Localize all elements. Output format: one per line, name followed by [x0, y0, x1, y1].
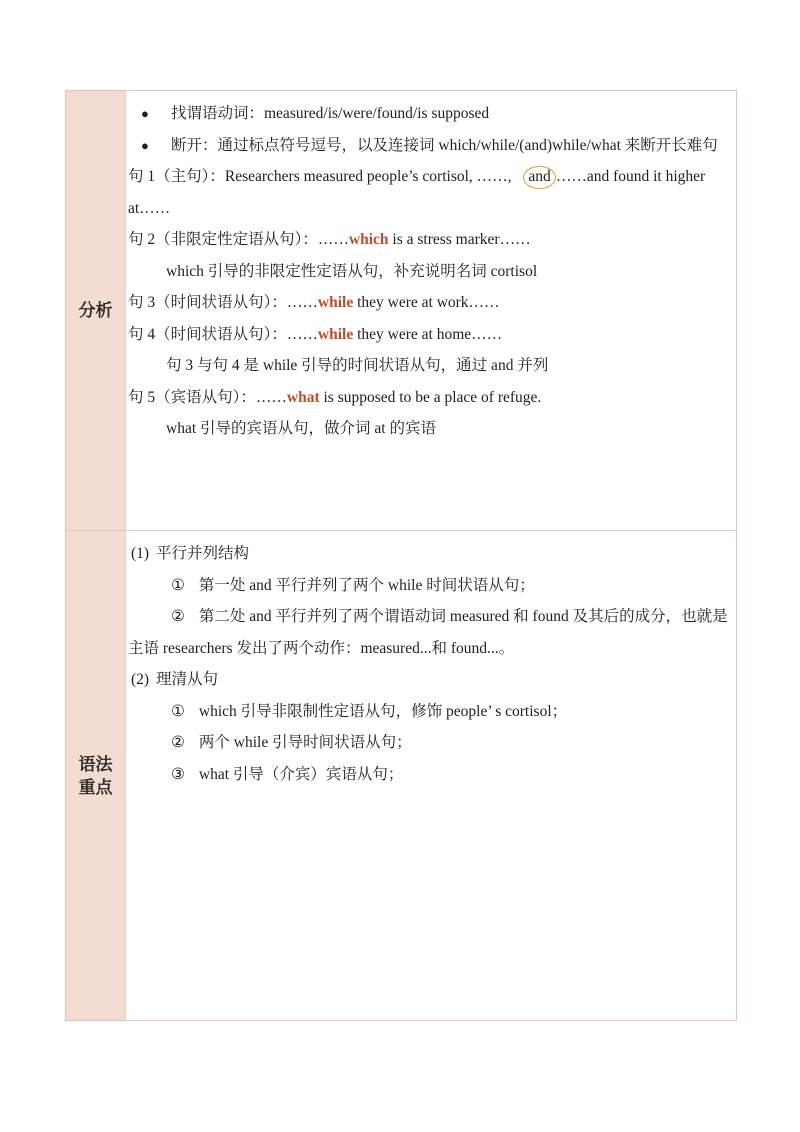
grammar-item-1-sub-1 — [128, 570, 732, 602]
circled-number-1: ① — [171, 576, 185, 594]
bullet-icon: ● — [141, 106, 149, 121]
bullet-text-predicate-verbs: 找谓语动词：measured/is/were/found/is supposed — [171, 105, 490, 122]
keyword-while-2: while — [317, 325, 354, 343]
grammar-item-2-title: 理清从句 — [156, 671, 219, 688]
row-label-grammar-points — [66, 531, 126, 1020]
keyword-which: which — [348, 231, 389, 248]
circled-number-3: ③ — [171, 765, 185, 783]
sentence-1-pre: 句 1（主句）：Researchers measured people’s cortisol, ……, — [128, 168, 516, 185]
grammar-item-2-sub-1-text: which 引导非限制性定语从句，修饰 people’ s cortisol； — [198, 702, 568, 720]
sentence-5-pre: 句 5（宾语从句）：…… — [128, 388, 287, 406]
row-label-analysis — [66, 91, 126, 530]
grammar-item-1-sub-1-text: 第一处 and 平行并列了两个 while 时间状语从句； — [198, 576, 535, 594]
circled-number-2: ② — [171, 734, 185, 751]
sentence-3-4-note: 句 3 与句 4 是 while 引导的时间状语从句，通过 and 并列 — [166, 357, 549, 374]
grammar-item-2-sub-2 — [128, 727, 732, 759]
sentence-2-attributive-clause — [128, 224, 732, 256]
sentence-5-note: what 引导的宾语从句，做介词 at 的宾语 — [166, 420, 436, 437]
keyword-while-1: while — [317, 294, 354, 311]
sentence-3-pre: 句 3（时间状语从句）：…… — [128, 294, 318, 311]
bullet-text-break-points: 断开：通过标点符号逗号，以及连接词 which/while/(and)while/what 来断开长难句 — [171, 136, 718, 154]
sentence-1-main-clause — [128, 161, 732, 224]
sentence-3-post: they were at work…… — [353, 294, 500, 311]
grammar-label-line-2: 重点 — [78, 777, 113, 797]
sentence-2-pre: 句 2（非限定性定语从句）：…… — [128, 231, 349, 248]
grammar-item-1-sub-2-text: 第二处 and 平行并列了两个谓语动词 measured 和 found 及其后的成分，也就是主语 researchers 发出了两个动作：measured...和 found...。 — [128, 608, 728, 657]
sentence-3-adverbial-clause — [128, 287, 732, 319]
sentence-1-post: ……and found it higher at…… — [128, 168, 706, 217]
keyword-what: what — [286, 388, 320, 406]
sentence-2-post: is a stress marker…… — [388, 231, 531, 248]
sentence-2-note: which 引导的非限定性定语从句，补充说明名词 cortisol — [166, 262, 538, 280]
sentence-4-pre: 句 4（时间状语从句）：…… — [128, 325, 318, 343]
sentence-5-post: is supposed to be a place of refuge. — [319, 388, 542, 406]
grammar-points-content — [126, 531, 736, 1020]
circled-number-2: ② — [171, 608, 185, 625]
grammar-label-line-1: 语法 — [78, 754, 113, 774]
grammar-item-1-sub-2 — [128, 601, 732, 664]
grammar-item-1-heading — [128, 538, 732, 570]
analysis-row — [66, 91, 736, 530]
grammar-item-2-number: (2) — [131, 671, 150, 688]
circled-and-annotation: and — [523, 166, 555, 189]
grammar-item-2-sub-1 — [128, 696, 732, 728]
analysis-content — [126, 91, 736, 530]
grammar-item-2-heading — [128, 664, 732, 696]
bullet-item-predicate-verbs — [128, 98, 732, 130]
grammar-item-1-number: (1) — [131, 545, 150, 562]
grammar-item-2-sub-3-text: what 引导（介宾）宾语从句； — [198, 765, 404, 783]
grammar-item-1-title: 平行并列结构 — [156, 545, 250, 562]
sentence-4-post: they were at home…… — [353, 325, 503, 343]
grammar-item-2-sub-3 — [128, 759, 732, 791]
analysis-label: 分析 — [78, 301, 113, 320]
circled-number-1: ① — [171, 702, 185, 720]
grammar-item-2-sub-2-text: 两个 while 引导时间状语从句； — [198, 734, 412, 751]
sentence-5-object-clause — [128, 382, 732, 414]
grammar-points-row — [66, 530, 736, 1020]
sentence-4-adverbial-clause — [128, 319, 732, 351]
bullet-item-break-points — [128, 130, 732, 162]
grammar-analysis-table — [65, 90, 737, 1021]
bullet-icon: ● — [141, 137, 149, 153]
